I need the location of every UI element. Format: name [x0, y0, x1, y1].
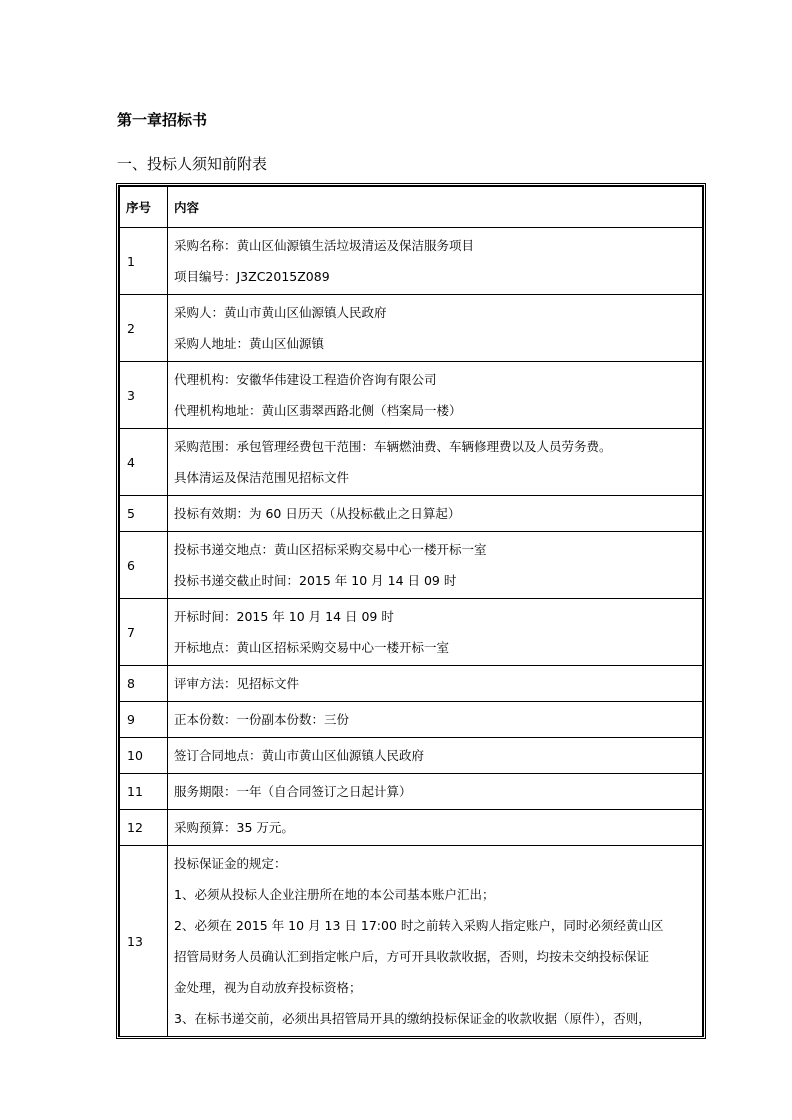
row-content — [168, 362, 703, 429]
table-row — [120, 295, 703, 362]
table-row — [120, 228, 703, 295]
content-line: 服务期限：一年（自合同签订之日起计算） — [174, 784, 412, 799]
row-number: 9 — [120, 702, 168, 738]
content-line: 3、在标书递交前，必须出具招管局开具的缴纳投标保证金的收款收据（原件），否则， — [174, 1011, 651, 1026]
row-number: 11 — [120, 774, 168, 810]
row-number: 10 — [120, 738, 168, 774]
row-content — [168, 774, 703, 810]
content-line: 采购预算：35 万元。 — [174, 820, 294, 835]
content-line: 采购范围：承包管理经费包干范围：车辆燃油费、车辆修理费以及人员劳务费。 — [174, 439, 612, 454]
content-line: 2、必须在 2015 年 10 月 13 日 17:00 时之前转入采购人指定账户，同时必须经黄山区 — [174, 918, 664, 933]
row-number: 8 — [120, 666, 168, 702]
row-content — [168, 599, 703, 666]
row-content — [168, 532, 703, 599]
row-number: 2 — [120, 295, 168, 362]
content-line: 代理机构地址：黄山区翡翠西路北侧（档案局一楼） — [174, 403, 462, 418]
row-content — [168, 846, 703, 1037]
table-row — [120, 599, 703, 666]
table-body — [120, 228, 703, 1037]
content-line: 签订合同地点：黄山市黄山区仙源镇人民政府 — [174, 748, 425, 763]
row-number: 7 — [120, 599, 168, 666]
header-content: 内容 — [168, 187, 703, 228]
row-content — [168, 228, 703, 295]
row-content — [168, 702, 703, 738]
section-title: 一、投标人须知前附表 — [117, 155, 268, 173]
row-number: 6 — [120, 532, 168, 599]
table-row — [120, 666, 703, 702]
content-line: 评审方法：见招标文件 — [174, 676, 300, 691]
content-line: 代理机构：安徽华伟建设工程造价咨询有限公司 — [174, 372, 437, 387]
header-number: 序号 — [120, 187, 168, 228]
content-line: 具体清运及保洁范围见招标文件 — [174, 470, 350, 485]
content-line: 1、必须从投标人企业注册所在地的本公司基本账户汇出； — [174, 887, 495, 902]
row-content — [168, 666, 703, 702]
row-content — [168, 496, 703, 532]
content-line: 采购人：黄山市黄山区仙源镇人民政府 — [174, 305, 387, 320]
content-line: 采购名称：黄山区仙源镇生活垃圾清运及保洁服务项目 — [174, 238, 475, 253]
row-content — [168, 295, 703, 362]
table-row — [120, 738, 703, 774]
table-row — [120, 846, 703, 1037]
content-line: 正本份数：一份副本份数：三份 — [174, 712, 350, 727]
row-number: 1 — [120, 228, 168, 295]
table-row — [120, 362, 703, 429]
content-line: 投标有效期：为 60 日历天（从投标截止之日算起） — [174, 506, 461, 521]
row-number: 12 — [120, 810, 168, 846]
content-line: 招管局财务人员确认汇到指定帐户后，方可开具收款收据，否则，均按未交纳投标保证 — [174, 949, 650, 964]
content-line: 金处理，视为自动放弃投标资格； — [174, 980, 362, 995]
row-content — [168, 810, 703, 846]
content-line: 采购人地址：黄山区仙源镇 — [174, 336, 325, 351]
content-line: 投标保证金的规定： — [174, 856, 287, 871]
content-line: 项目编号：J3ZC2015Z089 — [174, 269, 330, 284]
row-number: 3 — [120, 362, 168, 429]
table-row — [120, 496, 703, 532]
table-row — [120, 429, 703, 496]
table-header-row — [120, 187, 703, 228]
row-number: 5 — [120, 496, 168, 532]
table-row — [120, 810, 703, 846]
row-number: 4 — [120, 429, 168, 496]
row-content — [168, 738, 703, 774]
row-content — [168, 429, 703, 496]
content-line: 投标书递交截止时间：2015 年 10 月 14 日 09 时 — [174, 573, 457, 588]
content-line: 投标书递交地点：黄山区招标采购交易中心一楼开标一室 — [174, 542, 487, 557]
content-line: 开标地点：黄山区招标采购交易中心一楼开标一室 — [174, 640, 450, 655]
chapter-title: 第一章招标书 — [117, 111, 208, 129]
table-row — [120, 702, 703, 738]
content-line: 开标时间：2015 年 10 月 14 日 09 时 — [174, 609, 394, 624]
table-row — [120, 774, 703, 810]
requirements-table — [116, 183, 706, 1039]
table-row — [120, 532, 703, 599]
row-number: 13 — [120, 846, 168, 1037]
